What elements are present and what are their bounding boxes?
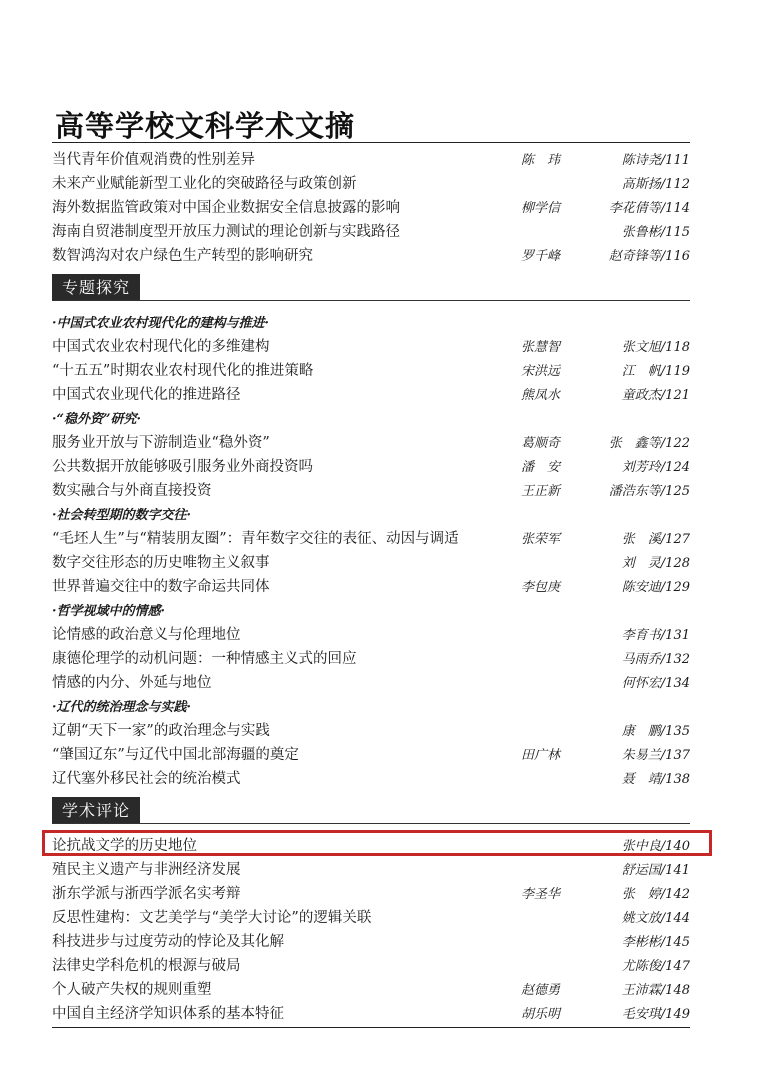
- entry-author: 罗千峰: [520, 248, 560, 264]
- section-label: 专题探究: [52, 274, 140, 300]
- toc-entry[interactable]: [52, 717, 690, 741]
- toc-entry[interactable]: [52, 645, 690, 669]
- entry-title: 海外数据监管政策对中国企业数据安全信息披露的影响: [52, 199, 400, 216]
- toc-entry[interactable]: [52, 928, 690, 952]
- entry-title: 论情感的政治意义与伦理地位: [52, 626, 241, 643]
- entry-author-page: 陈安迪/129: [621, 579, 690, 595]
- toc-list-top: [52, 146, 690, 266]
- toc-entry[interactable]: [52, 333, 690, 357]
- group-heading: ·辽代的统治理念与实践·: [52, 699, 192, 715]
- entry-author: 李圣华: [520, 886, 560, 902]
- entry-title: 辽代塞外移民社会的统治模式: [52, 770, 241, 787]
- entry-author: 张荣军: [520, 531, 560, 547]
- toc-entry[interactable]: [52, 621, 690, 645]
- entry-author-page: 张文旭/118: [621, 339, 690, 355]
- group-heading: ·中国式农业农村现代化的建构与推进·: [52, 315, 270, 331]
- toc-entry[interactable]: [52, 549, 690, 573]
- toc-group: [52, 501, 690, 597]
- entry-author-page: 康 鹏/135: [621, 723, 690, 739]
- toc-entry[interactable]: [52, 194, 690, 218]
- entry-title: 浙东学派与浙西学派名实考辩: [52, 885, 241, 902]
- page-title: 高等学校文科学术文摘: [55, 109, 356, 143]
- toc-group: [52, 405, 690, 501]
- entry-author-page: 李彬彬/145: [621, 934, 690, 950]
- group-heading: ·哲学视域中的情感·: [52, 603, 166, 619]
- entry-author: 赵德勇: [520, 982, 560, 998]
- toc-group: [52, 309, 690, 405]
- entry-author: 田广林: [520, 747, 560, 763]
- entry-author-page: 刘芳玲/124: [621, 459, 690, 475]
- entry-author: 胡乐明: [520, 1006, 560, 1022]
- entry-title: 反思性建构：文艺美学与“美学大讨论”的逻辑关联: [52, 909, 372, 926]
- entry-title: 服务业开放与下游制造业“稳外资”: [52, 434, 270, 451]
- entry-title: 中国式农业农村现代化的多维建构: [52, 338, 270, 355]
- entry-author: 陈 玮: [520, 152, 560, 168]
- entry-author-page: 王沛霖/148: [621, 982, 690, 998]
- entry-author-page: 尤陈俊/147: [621, 958, 690, 974]
- entry-author: 潘 安: [520, 459, 560, 475]
- entry-author-page: 张 鑫等/122: [608, 435, 690, 451]
- toc-entry[interactable]: [52, 952, 690, 976]
- entry-author-page: 张 婷/142: [621, 886, 690, 902]
- entry-title: 世界普遍交往中的数字命运共同体: [52, 578, 270, 595]
- toc-entry[interactable]: [52, 453, 690, 477]
- toc-entry[interactable]: [52, 976, 690, 1000]
- entry-title: 科技进步与过度劳动的悖论及其化解: [52, 933, 284, 950]
- entry-author-page: 张鲁彬/115: [621, 224, 690, 240]
- entry-author-page: 赵奇锋等/116: [608, 248, 690, 264]
- entry-author-page: 江 帆/119: [621, 363, 690, 379]
- bottom-divider: [52, 1027, 690, 1028]
- entry-title: 康德伦理学的动机问题：一种情感主义式的回应: [52, 650, 357, 667]
- toc-list-review: [52, 832, 690, 1024]
- entry-author: 熊凤水: [520, 387, 560, 403]
- toc-entry[interactable]: [52, 525, 690, 549]
- toc-entry[interactable]: [52, 242, 690, 266]
- table-of-contents: [52, 146, 690, 1024]
- entry-title: 中国自主经济学知识体系的基本特征: [52, 1005, 284, 1022]
- entry-title: 海南自贸港制度型开放压力测试的理论创新与实践路径: [52, 223, 400, 240]
- toc-entry[interactable]: [52, 856, 690, 880]
- toc-entry[interactable]: [52, 741, 690, 765]
- entry-title: 公共数据开放能够吸引服务业外商投资吗: [52, 458, 313, 475]
- entry-title: “肇国辽东”与辽代中国北部海疆的奠定: [52, 746, 299, 763]
- toc-entry[interactable]: [52, 765, 690, 789]
- entry-author-page: 陈诗尧/111: [621, 152, 690, 168]
- toc-entry[interactable]: [52, 669, 690, 693]
- section-label: 学术评论: [52, 797, 140, 823]
- entry-author: 张慧智: [520, 339, 560, 355]
- entry-title: 个人破产失权的规则重塑: [52, 981, 212, 998]
- entry-title: 中国式农业现代化的推进路径: [52, 386, 241, 403]
- entry-author-page: 童政杰/121: [621, 387, 690, 403]
- entry-author-page: 潘浩东等/125: [608, 483, 690, 499]
- entry-author-page: 李育书/131: [621, 627, 690, 643]
- entry-author-page: 张 溪/127: [621, 531, 690, 547]
- toc-entry[interactable]: [52, 357, 690, 381]
- toc-entry[interactable]: [52, 1000, 690, 1024]
- group-heading: ·“稳外资”研究·: [52, 411, 142, 427]
- entry-author-page: 毛安琪/149: [621, 1006, 690, 1022]
- toc-entry[interactable]: [52, 880, 690, 904]
- entry-title: 当代青年价值观消费的性别差异: [52, 151, 255, 168]
- entry-title: 数智鸿沟对农户绿色生产转型的影响研究: [52, 247, 313, 264]
- entry-author-page: 李花倩等/114: [608, 200, 690, 216]
- title-divider: [52, 142, 690, 143]
- entry-author: 王正新: [520, 483, 560, 499]
- entry-title: 殖民主义遗产与非洲经济发展: [52, 861, 241, 878]
- section-header-special-topics: [52, 274, 690, 301]
- entry-author-page: 何怀宏/134: [621, 675, 690, 691]
- entry-author-page: 聂 靖/138: [621, 771, 690, 787]
- entry-author-page: 朱易兰/137: [621, 747, 690, 763]
- toc-entry[interactable]: [52, 218, 690, 242]
- entry-title: “十五五”时期农业农村现代化的推进策略: [52, 362, 314, 379]
- entry-author-page: 马雨乔/132: [621, 651, 690, 667]
- group-heading: ·社会转型期的数字交往·: [52, 507, 192, 523]
- toc-entry[interactable]: [52, 429, 690, 453]
- entry-author: 葛顺奇: [520, 435, 560, 451]
- section-header-academic-review: [52, 797, 690, 824]
- entry-title: 数实融合与外商直接投资: [52, 482, 212, 499]
- entry-author: 柳学信: [520, 200, 560, 216]
- entry-title: 情感的内分、外延与地位: [52, 674, 212, 691]
- entry-title: 法律史学科危机的根源与破局: [52, 957, 241, 974]
- entry-author: 宋洪远: [520, 363, 560, 379]
- toc-entry[interactable]: [52, 477, 690, 501]
- entry-author-page: 姚文放/144: [621, 910, 690, 926]
- entry-title: 辽朝“天下一家”的政治理念与实践: [52, 722, 270, 739]
- entry-title: 论抗战文学的历史地位: [52, 837, 197, 854]
- entry-title: “毛坯人生”与“精装朋友圈”：青年数字交往的表征、动因与调适: [52, 530, 459, 547]
- toc-entry[interactable]: [52, 170, 690, 194]
- entry-author-page: 张中良/140: [621, 838, 690, 854]
- toc-entry[interactable]: [52, 573, 690, 597]
- entry-title: 未来产业赋能新型工业化的突破路径与政策创新: [52, 175, 357, 192]
- toc-entry[interactable]: [52, 146, 690, 170]
- toc-entry[interactable]: [52, 381, 690, 405]
- entry-author-page: 高斯扬/112: [621, 176, 690, 192]
- highlight-box: [42, 830, 712, 856]
- toc-group: [52, 693, 690, 789]
- entry-author: 李包庚: [520, 579, 560, 595]
- toc-group: [52, 597, 690, 693]
- toc-entry[interactable]: [52, 904, 690, 928]
- entry-author-page: 舒运国/141: [621, 862, 690, 878]
- entry-title: 数字交往形态的历史唯物主义叙事: [52, 554, 270, 571]
- entry-author-page: 刘 灵/128: [621, 555, 690, 571]
